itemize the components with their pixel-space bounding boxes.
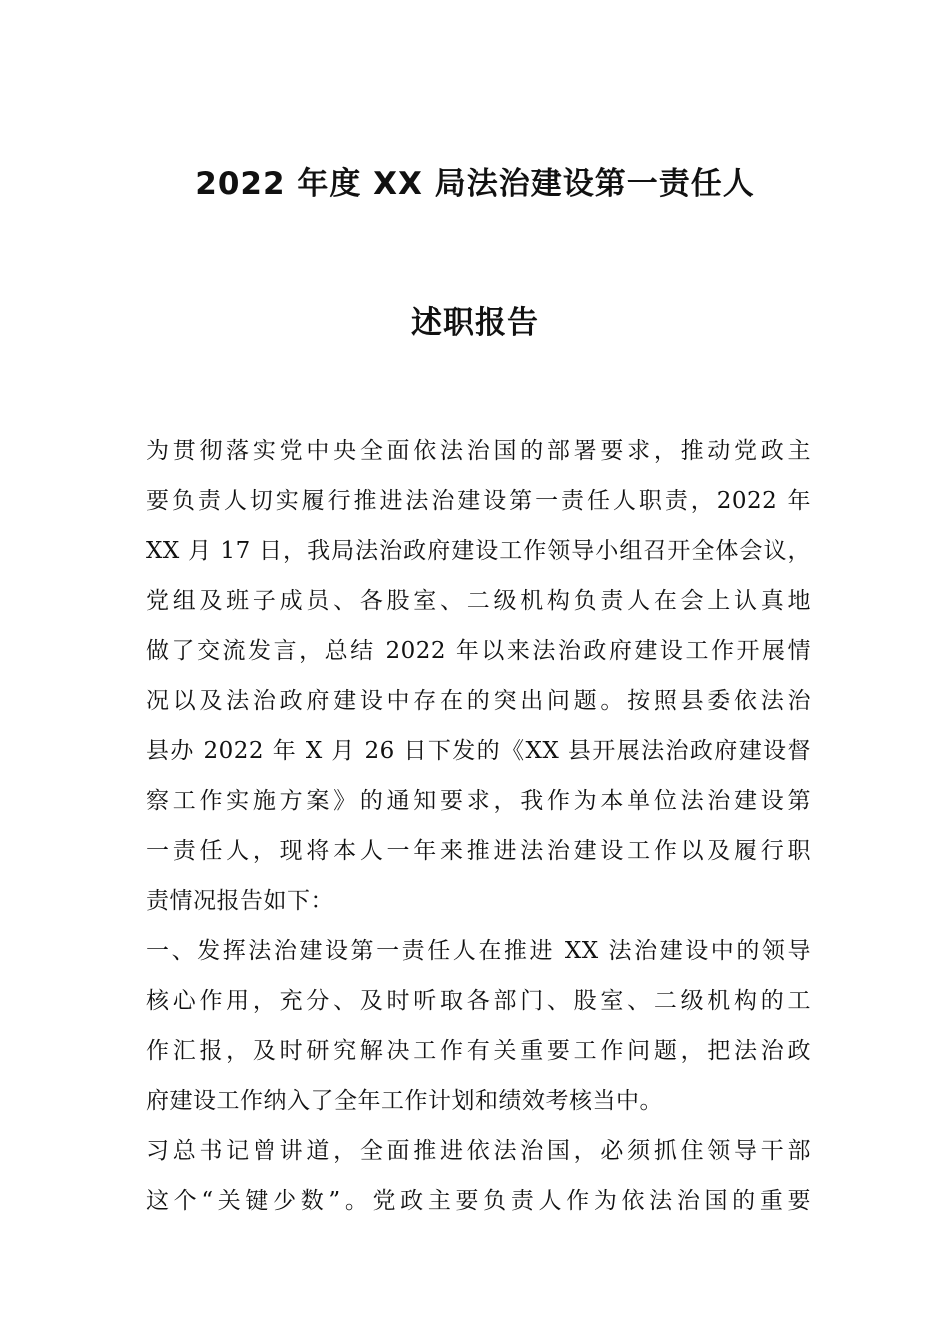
body-line: 一责任人，现将本人一年来推进法治建设工作以及履行职 (146, 838, 811, 864)
body-line: 县办 2022 年 X 月 26 日下发的《XX 县开展法治政府建设督 (146, 738, 811, 764)
report-title-line-2: 述职报告 (411, 305, 539, 341)
body-line: 要负责人切实履行推进法治建设第一责任人职责，2022 年 (146, 488, 811, 514)
body-line: 责情况报告如下： (146, 888, 334, 914)
body-line: 做了交流发言，总结 2022 年以来法治政府建设工作开展情 (146, 638, 811, 664)
body-line: 况以及法治政府建设中存在的突出问题。按照县委依法治 (146, 688, 811, 714)
body-line: 核心作用，充分、及时听取各部门、股室、二级机构的工 (146, 988, 811, 1014)
report-title-line-1: 2022 年度 XX 局法治建设第一责任人 (195, 166, 755, 202)
body-line: 为贯彻落实党中央全面依法治国的部署要求，推动党政主 (146, 438, 811, 464)
body-line: 党组及班子成员、各股室、二级机构负责人在会上认真地 (146, 588, 811, 614)
body-line: 作汇报，及时研究解决工作有关重要工作问题，把法治政 (146, 1038, 811, 1064)
report-body (146, 426, 811, 1226)
body-line: 一、发挥法治建设第一责任人在推进 XX 法治建设中的领导 (146, 938, 811, 964)
body-line: 府建设工作纳入了全年工作计划和绩效考核当中。 (146, 1088, 663, 1114)
body-line: 察工作实施方案》的通知要求，我作为本单位法治建设第 (146, 788, 811, 814)
body-line: XX 月 17 日，我局法治政府建设工作领导小组召开全体会议， (146, 538, 811, 564)
body-line: 习总书记曾讲道，全面推进依法治国，必须抓住领导干部 (146, 1138, 811, 1164)
body-line: 这个“关键少数”。党政主要负责人作为依法治国的重要 (146, 1188, 811, 1214)
